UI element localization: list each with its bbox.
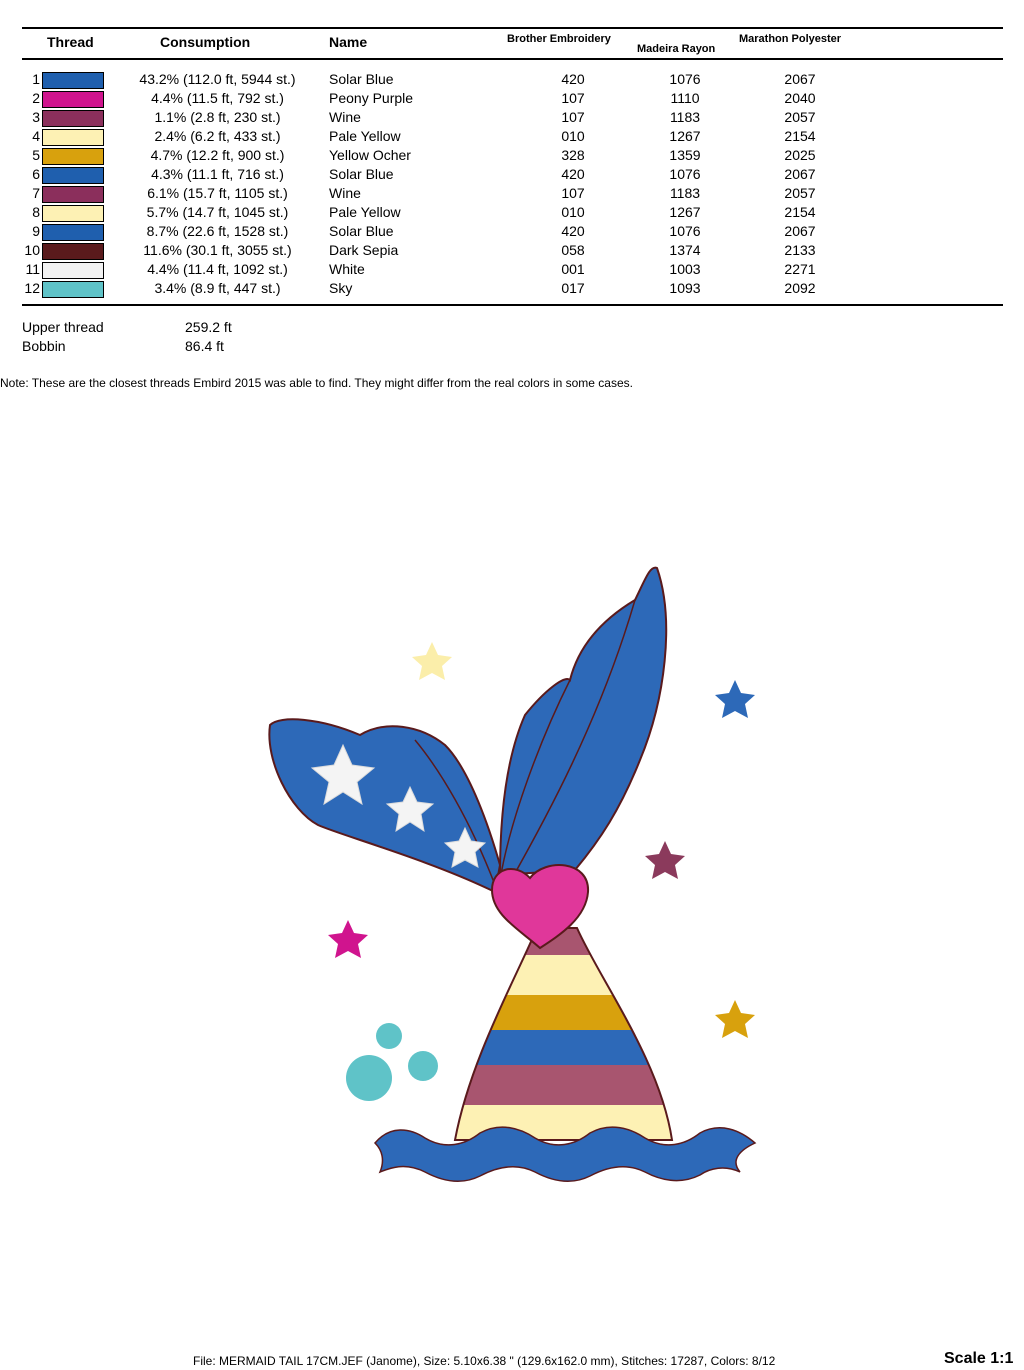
color-swatch xyxy=(42,148,104,165)
thread-consumption: 3.4% (8.9 ft, 447 st.) xyxy=(154,280,281,296)
thread-consumption: 43.2% (112.0 ft, 5944 st.) xyxy=(139,71,296,87)
thread-consumption: 6.1% (15.7 ft, 1105 st.) xyxy=(147,185,288,201)
thread-name: Dark Sepia xyxy=(329,242,399,258)
thread-number: 9 xyxy=(32,223,40,239)
marathon-code: 2067 xyxy=(784,166,816,182)
brother-code: 328 xyxy=(561,147,585,163)
tail-fin-right xyxy=(500,568,666,875)
marathon-code: 2067 xyxy=(784,71,816,87)
upper-thread-label: Upper thread xyxy=(22,319,104,335)
marathon-code: 2271 xyxy=(784,261,816,277)
thread-name: Pale Yellow xyxy=(329,128,401,144)
madeira-code: 1359 xyxy=(669,147,701,163)
table-row xyxy=(0,89,1024,108)
bubble-large xyxy=(346,1055,392,1101)
table-row xyxy=(0,70,1024,89)
brother-code: 107 xyxy=(561,90,585,106)
color-swatch xyxy=(42,129,104,146)
table-row xyxy=(0,165,1024,184)
tail-fin-left xyxy=(269,719,500,892)
thread-number: 3 xyxy=(32,109,40,125)
thread-number: 7 xyxy=(32,185,40,201)
upper-thread-value: 259.2 ft xyxy=(185,319,232,335)
color-swatch xyxy=(42,262,104,279)
thread-consumption: 8.7% (22.6 ft, 1528 st.) xyxy=(146,223,289,239)
color-swatch xyxy=(42,281,104,298)
thread-consumption: 4.4% (11.5 ft, 792 st.) xyxy=(151,90,284,106)
thread-name: Solar Blue xyxy=(329,223,394,239)
table-bottom-rule xyxy=(22,304,1003,306)
color-swatch xyxy=(42,110,104,127)
thread-number: 4 xyxy=(32,128,40,144)
color-swatch xyxy=(42,91,104,108)
thread-number: 10 xyxy=(24,242,40,258)
marathon-code: 2067 xyxy=(784,223,816,239)
thread-number: 1 xyxy=(32,71,40,87)
madeira-code: 1076 xyxy=(669,223,701,239)
thread-consumption: 4.3% (11.1 ft, 716 st.) xyxy=(151,166,284,182)
header-madeira: Madeira Rayon xyxy=(637,43,716,55)
madeira-code: 1267 xyxy=(669,204,701,220)
brother-code: 010 xyxy=(561,128,585,144)
thread-number: 12 xyxy=(24,280,40,296)
bobbin-value: 86.4 ft xyxy=(185,338,224,354)
thread-number: 2 xyxy=(32,90,40,106)
table-row xyxy=(0,203,1024,222)
star-pale-yellow xyxy=(412,642,452,680)
brother-code: 420 xyxy=(561,71,585,87)
header-brother: Brother Embroidery xyxy=(507,33,611,45)
marathon-code: 2154 xyxy=(784,128,816,144)
table-row xyxy=(0,222,1024,241)
file-info: File: MERMAID TAIL 17CM.JEF (Janome), Size: 5.10x6.38 " (129.6x162.0 mm), Stitches: 17287, Colors: 8/12 xyxy=(193,1354,776,1368)
header-name: Name xyxy=(329,34,368,50)
color-swatch xyxy=(42,243,104,260)
brother-code: 058 xyxy=(561,242,585,258)
header-marathon: Marathon Polyester xyxy=(739,33,842,45)
brother-code: 001 xyxy=(561,261,585,277)
thread-consumption: 11.6% (30.1 ft, 3055 st.) xyxy=(143,242,292,258)
madeira-code: 1110 xyxy=(670,90,700,106)
madeira-code: 1076 xyxy=(669,71,701,87)
madeira-code: 1076 xyxy=(669,166,701,182)
thread-consumption: 1.1% (2.8 ft, 230 st.) xyxy=(154,109,281,125)
star-wine xyxy=(645,841,685,879)
header-consumption: Consumption xyxy=(160,34,251,50)
thread-consumption: 2.4% (6.2 ft, 433 st.) xyxy=(154,128,281,144)
thread-number: 5 xyxy=(32,147,40,163)
madeira-code: 1183 xyxy=(669,185,701,201)
table-header-rule xyxy=(22,58,1003,60)
thread-name: White xyxy=(329,261,365,277)
thread-name: Wine xyxy=(329,109,361,125)
thread-name: Solar Blue xyxy=(329,71,394,87)
star-pink xyxy=(328,920,368,958)
thread-name: Yellow Ocher xyxy=(329,147,411,163)
thread-name: Peony Purple xyxy=(329,90,414,106)
madeira-code: 1183 xyxy=(669,109,701,125)
star-ocher xyxy=(715,1000,755,1038)
thread-name: Solar Blue xyxy=(329,166,394,182)
marathon-code: 2025 xyxy=(784,147,816,163)
madeira-code: 1267 xyxy=(669,128,701,144)
table-row xyxy=(0,108,1024,127)
bubble-small xyxy=(376,1023,402,1049)
star-blue xyxy=(715,680,755,718)
brother-code: 420 xyxy=(561,223,585,239)
table-row xyxy=(0,241,1024,260)
marathon-code: 2154 xyxy=(784,204,816,220)
color-swatch xyxy=(42,186,104,203)
thread-number: 6 xyxy=(32,166,40,182)
color-swatch xyxy=(42,224,104,241)
scale-label: Scale 1:1 xyxy=(944,1350,1014,1367)
marathon-code: 2092 xyxy=(784,280,816,296)
tail-body xyxy=(440,920,690,1150)
header-thread: Thread xyxy=(47,34,94,50)
thread-consumption: 4.7% (12.2 ft, 900 st.) xyxy=(150,147,285,163)
color-swatch xyxy=(42,167,104,184)
thread-number: 8 xyxy=(32,204,40,220)
note-text: Note: These are the closest threads Embird 2015 was able to find. They might differ from the real colors in some cases. xyxy=(0,376,633,390)
bubble-medium xyxy=(408,1051,438,1081)
marathon-code: 2057 xyxy=(784,185,816,201)
table-row xyxy=(0,260,1024,279)
marathon-code: 2133 xyxy=(784,242,816,258)
table-row xyxy=(0,184,1024,203)
thread-name: Pale Yellow xyxy=(329,204,401,220)
brother-code: 420 xyxy=(561,166,585,182)
brother-code: 017 xyxy=(561,280,585,296)
thread-name: Sky xyxy=(329,280,353,296)
thread-name: Wine xyxy=(329,185,361,201)
marathon-code: 2040 xyxy=(784,90,816,106)
color-swatch xyxy=(42,205,104,222)
thread-number: 11 xyxy=(25,261,40,277)
madeira-code: 1003 xyxy=(669,261,701,277)
table-row xyxy=(0,127,1024,146)
table-row xyxy=(0,146,1024,165)
table-row xyxy=(0,279,1024,298)
thread-consumption: 4.4% (11.4 ft, 1092 st.) xyxy=(147,261,288,277)
brother-code: 010 xyxy=(561,204,585,220)
thread-consumption: 5.7% (14.7 ft, 1045 st.) xyxy=(146,204,289,220)
brother-code: 107 xyxy=(561,109,585,125)
embroidery-preview xyxy=(0,540,1024,1220)
madeira-code: 1093 xyxy=(669,280,701,296)
table-top-rule xyxy=(22,27,1003,29)
bobbin-label: Bobbin xyxy=(22,338,66,354)
marathon-code: 2057 xyxy=(784,109,816,125)
brother-code: 107 xyxy=(561,185,585,201)
madeira-code: 1374 xyxy=(669,242,701,258)
color-swatch xyxy=(42,72,104,89)
